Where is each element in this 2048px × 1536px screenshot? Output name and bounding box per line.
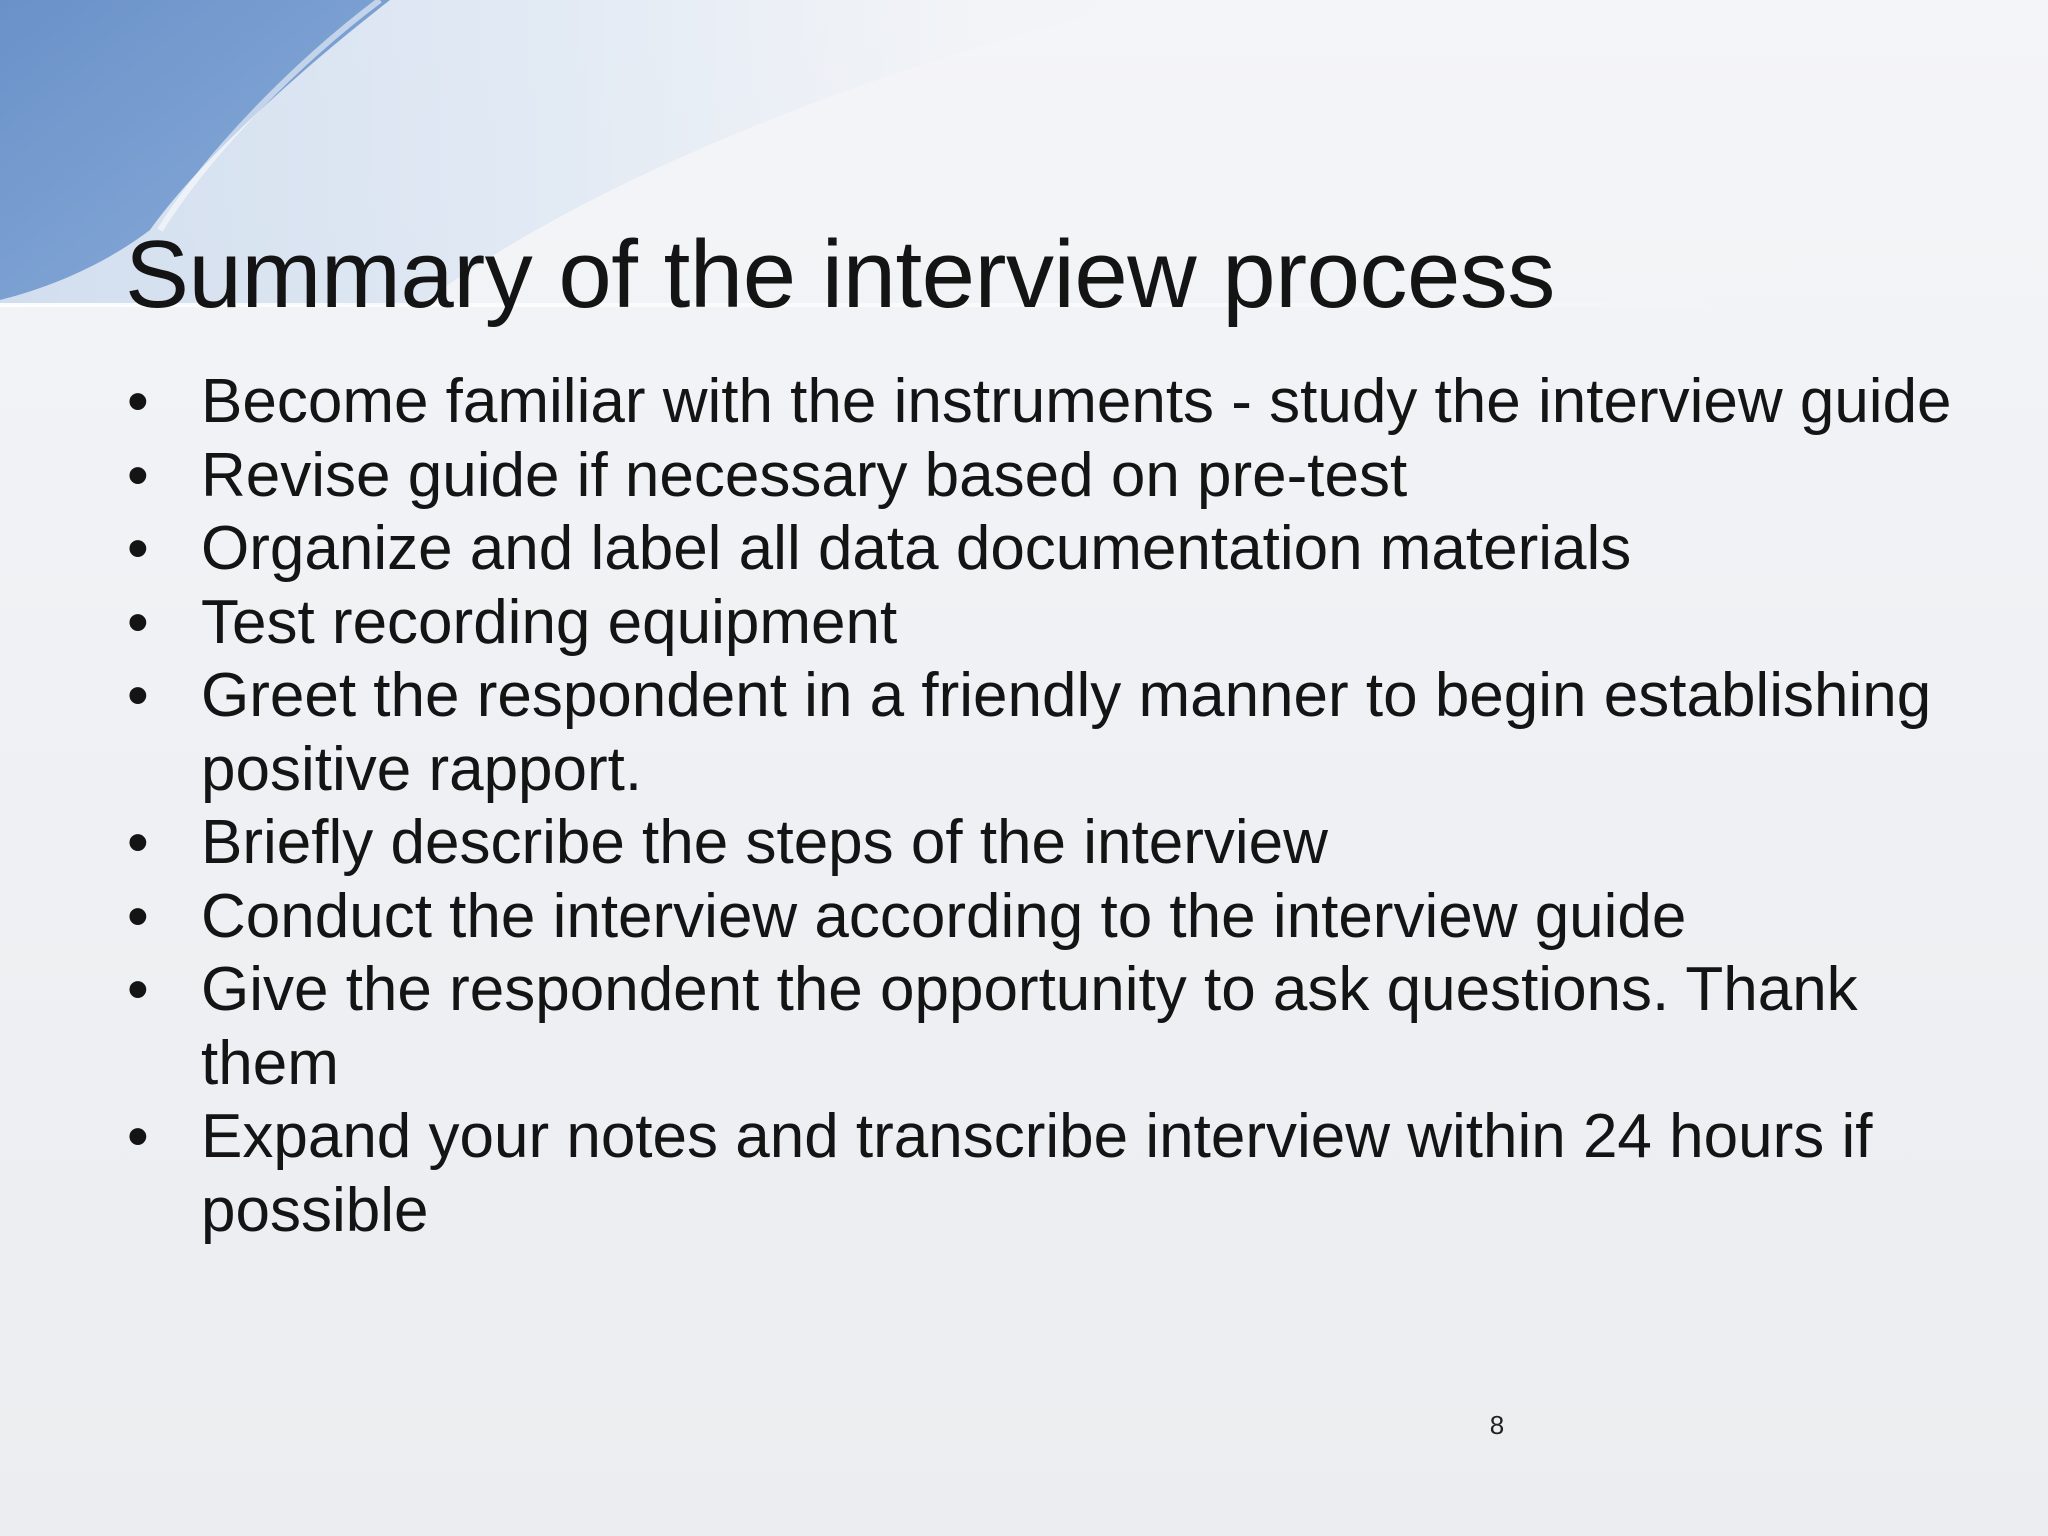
bullet-text: Become familiar with the instruments - study the interview guide: [201, 367, 1952, 436]
bullet-text: Test recording equipment: [201, 587, 898, 657]
page-number: 8: [1489, 1410, 1505, 1440]
bullet-dot-icon: •: [127, 808, 149, 877]
bullet-item: [125, 512, 1985, 586]
bullet-dot-icon: •: [127, 367, 149, 436]
bullet-text: Expand your notes and transcribe interview within 24 hours if possible: [201, 1102, 1873, 1245]
bullet-list: [125, 365, 1985, 1247]
bullet-dot-icon: •: [127, 955, 149, 1024]
bullet-item: [125, 1100, 1985, 1247]
bullet-item: [125, 586, 1985, 660]
bullet-item: [125, 439, 1985, 513]
bullet-dot-icon: •: [127, 881, 149, 951]
bullet-text: Give the respondent the opportunity to ask questions. Thank them: [201, 955, 1858, 1098]
bullet-item: [125, 365, 1985, 439]
bullet-dot-icon: •: [127, 514, 149, 583]
bullet-item: [125, 806, 1985, 880]
bullet-dot-icon: •: [127, 1102, 149, 1171]
bullet-text: Revise guide if necessary based on pre-test: [201, 440, 1408, 510]
bullet-text: Conduct the interview according to the interview guide: [201, 881, 1687, 951]
slide-title: Summary of the interview process: [125, 221, 1555, 328]
bullet-text: Greet the respondent in a friendly manner to begin establishing positive rapport.: [201, 661, 1932, 804]
bullet-dot-icon: •: [127, 587, 149, 657]
bullet-dot-icon: •: [127, 661, 149, 730]
bullet-dot-icon: •: [127, 440, 149, 510]
bullet-item: [125, 880, 1985, 954]
bullet-item: [125, 659, 1985, 806]
bullet-text: Briefly describe the steps of the interview: [201, 808, 1328, 877]
bullet-text: Organize and label all data documentation materials: [201, 514, 1632, 583]
bullet-item: [125, 953, 1985, 1100]
